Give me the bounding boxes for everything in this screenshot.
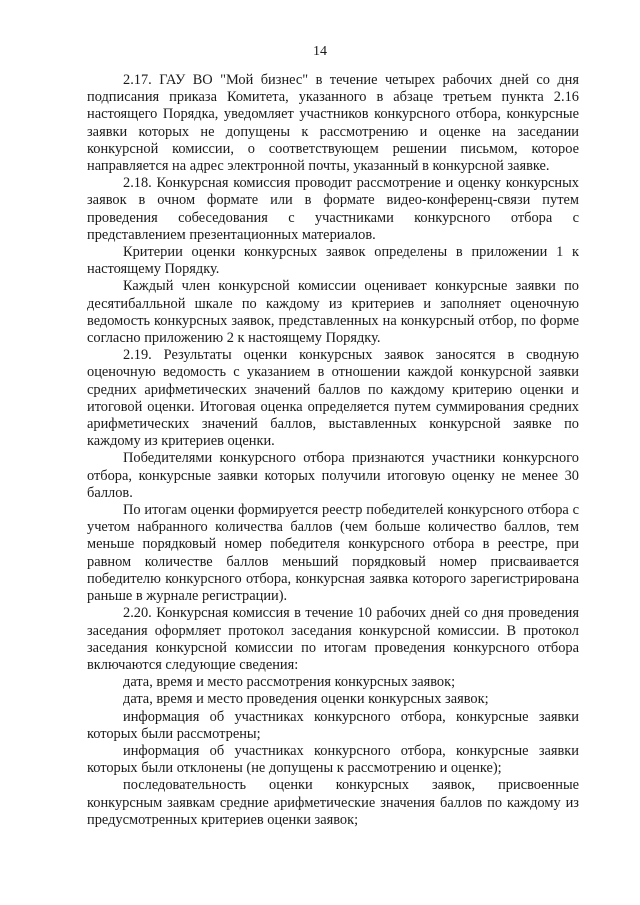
paragraph-member-evaluation: Каждый член конкурсной комиссии оценивает конкурсные заявки по десятибалльной шкале по каждому из критериев и заполняет оценочную ведомость конкурсных заявок, представленных на конкурсный отбор, по форме согласно приложению 2 к настоящему Порядку. (87, 278, 579, 347)
paragraph-2-20: 2.20. Конкурсная комиссия в течение 10 рабочих дней со дня проведения заседания оформляет протокол заседания конкурсной комиссии. В протокол заседания конкурсной комиссии по итогам проведения конкурсного отбора включаются следующие сведения: (87, 605, 579, 673)
list-item-evaluation-sequence: последовательность оценки конкурсных заявок, присвоенные конкурсным заявкам средние арифметические значения баллов по каждому из предусмотренных критериев оценки заявок; (87, 777, 579, 828)
paragraph-2-18: 2.18. Конкурсная комиссия проводит рассмотрение и оценку конкурсных заявок в очном формате или в формате видео-конференц-связи путем проведения собеседования с участниками конкурсного отбора с представлением презентационных материалов. (87, 175, 579, 243)
list-item-review-date: дата, время и место рассмотрения конкурсных заявок; (123, 674, 456, 691)
paragraph-registry: По итогам оценки формируется реестр победителей конкурсного отбора с учетом набранного количества баллов (чем больше количество баллов, тем меньше порядковый номер победителя конкурсного отбора в реестре, при равном количестве баллов меньший порядковый номер присваивается победителю конкурсного отбора, конкурсная заявка которого зарегистрирована раньше в журнале регистрации). (87, 502, 579, 605)
list-item-evaluation-date: дата, время и место проведения оценки конкурсных заявок; (123, 691, 489, 708)
page-number: 14 (313, 44, 327, 59)
document-body (87, 72, 579, 829)
list-item-reviewed-participants: информация об участниках конкурсного отбора, конкурсные заявки которых были рассмотрены; (87, 708, 579, 742)
paragraph-winners: Победителями конкурсного отбора признаются участники конкурсного отбора, конкурсные заявки которых получили итоговую оценку не менее 30 баллов. (87, 450, 579, 501)
paragraph-2-17: 2.17. ГАУ ВО "Мой бизнес" в течение четырех рабочих дней со дня подписания приказа Комитета, указанного в абзаце третьем пункта 2.16 настоящего Порядка, уведомляет участников конкурсного отбора, конкурсные заявки которых не допущены к рассмотрению и оценке на заседании конкурсной комиссии, о соответствующем решении письмом, которое направляется на адрес электронной почты, указанный в конкурсной заявке. (87, 72, 579, 175)
paragraph-2-19: 2.19. Результаты оценки конкурсных заявок заносятся в сводную оценочную ведомость с указанием в отношении каждой конкурсной заявки средних арифметических значений баллов по каждому критерию оценки и итоговой оценки. Итоговая оценка определяется путем суммирования средних арифметических значений баллов, выставленных конкурсной заявке по каждому из критериев оценки. (87, 347, 579, 450)
list-item-rejected-participants: информация об участниках конкурсного отбора, конкурсные заявки которых были отклонены (не допущены к рассмотрению и оценке); (87, 742, 579, 777)
paragraph-criteria: Критерии оценки конкурсных заявок определены в приложении 1 к настоящему Порядку. (87, 244, 579, 278)
